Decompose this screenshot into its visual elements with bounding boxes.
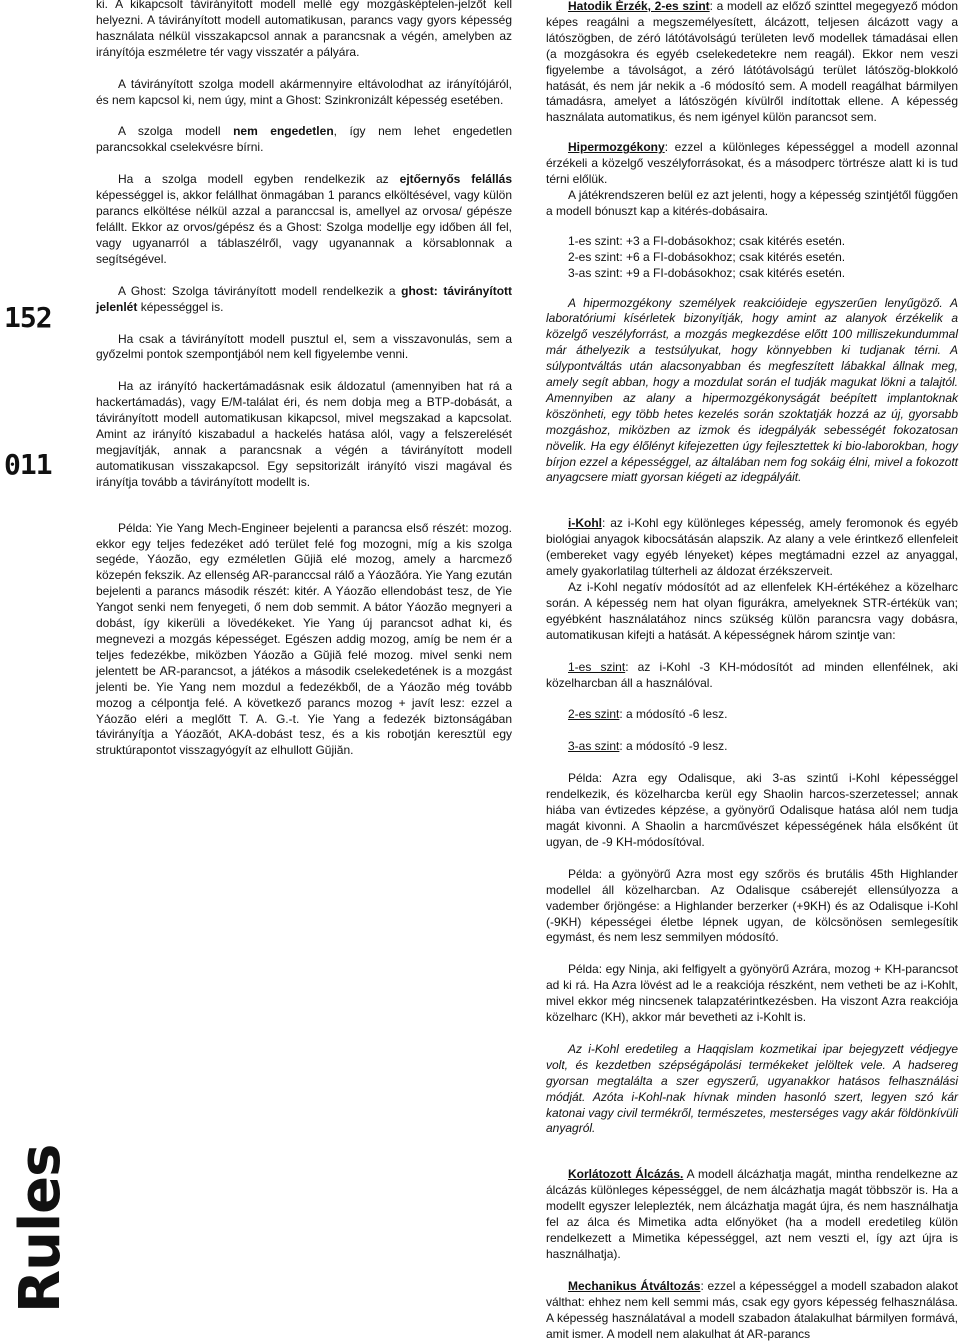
chapter-number: 011 [4, 448, 52, 481]
text-run: : az i-Kohl -3 KH-módosítót ad minden ellenfélnek, aki közelharcban áll a használóval. [546, 659, 958, 690]
skill-heading: Hatodik Érzék, 2-es szint [568, 0, 710, 13]
text-run: : ezzel a képességgel a modell szabadon alakot válthat: ehhez nem kell semmi más, csak egy gyors képesség felhasználása. A képesség használatával a modell szabadon átalakulhat bármilyen formává, amit ismer. A modell nem alakulhat át AR-parancs [546, 1278, 958, 1341]
paragraph [96, 124, 512, 156]
example-paragraph: Példa: egy Ninja, aki felfigyelt a gyönyörű Azrára, mozog + KH-parancsot ad ki rá. Ha Azra lövést ad le a reakciója részként, nem vetheti be az i-Kohlt, mivel ekkor még nincsenek talapzatérintkezésben. Ha viszont Azra reakciója közelharc (KH), akkor már bevetheti az i-Kohlt is. [546, 962, 958, 1025]
example-paragraph: Példa: a gyönyörű Azra most egy szőrös és brutális 45th Highlander modellel áll közelharcban. Az Odalisque csáberejét ellensúlyozza a vadember őrjöngése: a Highlander berzerker (+9KH) és az Odalisque i-Kohl (-9KH) képességei életbe lépnek ugyan, de kölcsönösen semlegesítik egymást, és nem lesz semmilyen módosító. [546, 866, 958, 945]
paragraph [546, 1167, 958, 1262]
skill-heading: Korlátozott Álcázás. [568, 1167, 684, 1182]
bold-term: ghost: távirányított jelenlét [96, 283, 513, 314]
level-label: 3-as szint [568, 739, 620, 754]
left-column [96, 0, 512, 759]
flavor-text: A hipermozgékony személyek reakcióideje egyszerűen lenyűgöző. A laboratóriumi kísérletek bizonyítják, hogy amint az alanyok érzékelik a közelgő veszélyforrást, a mozgás megkezdése előtt 100 milliszekundummal már áthelyezik a testsúlyukat, hogy könnyebben ki tudjanak térni. A súlypontváltás után alacsonyabban és megfeszített lábakkal állnak meg, amely segít abban, hogy a mozdulat során el tudják magukat lökni a talajtól. Amennyiben az alany a hipermozgékonyságát beépített implantoknak köszönheti, egy több hetes kezelés során szoktatják hozzá az új, gyorsabb mozgáshoz, miközben az izmok és idegpályák sebességét fokozatosan növelik. Ha egy élőlényt kifejezetten úgy fejlesztettek ki bio-laborokban, hogy bírjon ezzel a képességgel, az általában nem fog sokáig élni, mivel a fokozott anyagcsere miatt gyorsan kiégeti az idegpályáit. [546, 295, 958, 485]
paragraph: A távirányított szolga modell akármennyire eltávolodhat az irányítójáról, és nem kapcsol ki, nem úgy, mint a Ghost: Szinkronizált képesség esetében. [96, 76, 512, 107]
paragraph: A játékrendszeren belül ez azt jelenti, hogy a képesség szintjétől függően a modell bónuszt kap a kitérés-dobásaira. [546, 187, 958, 218]
text-run: képességgel is, akkor felállhat önmagában 1 parancs elköltésével, vagy külön parancs elköltése nélkül azzal a paranccsal is, amellyel az orvosa/ gépésze felállt. Ekkor az orvos/gépész és a Ghost: Szolga modellje egy időben áll fel, vagy ugyanarról a táblaszélről, vagy ugyanannak a körsablonnak a segítségével. [96, 188, 512, 266]
paragraph [546, 1279, 958, 1342]
text-run: : a módosító -6 lesz. [619, 707, 728, 722]
level-label: 2-es szint [568, 707, 620, 722]
text-run: : ezzel a különleges képességgel a modell azonnal érzékeli a közelgő veszélyforrásokat, és a másodperc törtrésze alatt ki is tud térni előlük. [546, 140, 958, 187]
level-line: 3-as szint: +9 a FI-dobásokhoz; csak kitérés esetén. [568, 265, 846, 280]
page-number: 152 [4, 301, 52, 334]
text-run: , így nem lehet engedetlen parancsokkal cselekvésre bírni. [96, 124, 512, 155]
paragraph: Ha csak a távirányított modell pusztul el, sem a visszavonulás, sem a győzelmi pontok szempontjából nem kell figyelembe venni. [96, 331, 512, 362]
bold-term: ejtőernyős felállás [399, 172, 512, 187]
level-line: 1-es szint: +3 a FI-dobásokhoz; csak kitérés esetén. [568, 233, 846, 248]
paragraph [96, 172, 512, 267]
text-run: : a módosító -9 lesz. [619, 739, 728, 754]
text-run: képességgel is. [137, 299, 224, 314]
paragraph [546, 140, 958, 188]
level-paragraph [546, 707, 958, 723]
paragraph: ki. A kikapcsolt távirányított modell mellé egy mozgásképtelen-jelzőt kell helyezni. A távirányított modell automatikusan, parancs vagy gyors képesség használata nélkül visszakapcsol annak a parancsnak a végén, amelyben az irányítója eszméletre tér vagy visszatér a pályára. [96, 0, 512, 59]
text-run: A Ghost: Szolga távirányított modell rendelkezik a [118, 283, 402, 298]
flavor-text: Az i-Kohl eredetileg a Haqqislam kozmetikai ipar bejegyzett védjegye volt, és kezdetben szépségápolási termékeket jelöltek vele. A hadsereg gyorsan megtalálta a szer egyszerű, ugyanakkor hatásos felhasználási módját. Azóta i-Kohl-nak hívnak minden hasonló szert, legyen szó kár katonai vagy civil termékről, természetes, mesterséges vagy akár földönkívüli anyagról. [546, 1041, 958, 1136]
sidebar [0, 0, 82, 1315]
level-paragraph [546, 660, 958, 692]
example-paragraph: Példa: Yie Yang Mech-Engineer bejelenti a parancsa első részét: mozog. ekkor egy teljes fedezéket adó terület felé fog mozogni, míg a kis szolga segéde, Yáozão, egy ezméletlen Gŭjiă elé mozog, amely a harcmező közepén fekszik. Az ellenség AR-paranccsal rálő a Yáozãóra. Yie Yang ezután bejelenti a parancs második részét: kitér. A Yáozão ellendobást tesz, de Yie Yangot senki nem fenyegeti, ő nem dob semmit. A bátor Yáozão megnyeri a dobást, így kikerüli a lövedékeket. Yie Yang új parancsot adhat ki, és megnevezi a mozgás képességet. Egészen addig mozog, amíg be nem ér a teljes fedezékbe, miközben Yáozão a Gŭjiă felé mozog. mivel senki nem jelentett be AR-parancsot, a játékos a második cselekedetének is a mozgást jelenti be. Yie Yang nem mozdul a fedezékből, de a Yáozão még tovább mozog a célpontja felé. A következő parancs mozog + javít lesz: ezzel a Yáozão eléri a meglőtt T. A. G.-t. Yie Yang a fedezék biztonságában távirányítja a Yáozãót, AKA-dobást tesz, és a kis robotján keresztül egy struktúrapontot visszagyógyít az elhullott Gŭjiăn. [96, 520, 512, 758]
text-run: : az i-Kohl egy különleges képesség, amely feromonok és egyéb biológiai anyagok kibocsátásán alapszik. Az alany a vele érintkező ellenfeleit (embereket vagy egyéb lényeket) képes megtámadni ezzel az anyaggal, amely gyakorlatilag túlterheli az áldozat érzékszerveit. [546, 516, 958, 579]
skill-heading: Hipermozgékony [568, 140, 665, 155]
paragraph [546, 0, 958, 126]
skill-heading: i-Kohl [568, 516, 602, 531]
text-run: A modell álcázhatja magát, mintha rendelkezne az álcázás különleges képességgel, de nem álcázhatja magát többször is. Ha a modellt egyszer leleplezték, nem álcázhatja magát újra, és nem használhatja fel az álca és Mimetika adta előnyöket (ha a modell eredetileg külön rendelkezett a Mimetika képességgel, azt nem veszti el, így azt újra is használhatja). [546, 1167, 958, 1261]
skill-heading: Mechanikus Átváltozás [568, 1278, 701, 1293]
level-line: 2-es szint: +6 a FI-dobásokhoz; csak kitérés esetén. [568, 249, 846, 264]
paragraph [96, 284, 512, 316]
section-label: Rules [8, 1144, 73, 1313]
text-run: : a modell az előző szinttel megegyező módon képes reagálni a megszemélyesített, álcázott, teljesen álcázott vagy a látószögben, de zéró látótávolságú területen levő modellek támadásai ellen (a mozgásokra és egyéb cselekedetekre nem reagál). Ekkor nem veszi figyelembe a távolságot, a zéró látótávolságú terület látószög-blokkoló hatását, és nem jár nekik a -6 módosító sem. A modell reagálhat bármilyen támadásra, amelyet a látószögén kívülről indítottak ellene. A képesség használata automatikus, és nem igényel külön parancsot sem. [546, 0, 958, 125]
text-run: Ha a szolga modell egyben rendelkezik az [118, 172, 400, 187]
paragraph: Ha az irányító hackertámadásnak esik áldozatul (amennyiben hat rá a hackertámadás), vagy E/M-találat éri, és nem dobja meg a BTP-dobását, a távirányított modell automatikusan kikapcsol, mivel megszakad a kapcsolat. Amint az irányító kiszabadul a hackelés hatása alól, vagy a felszerelését megjavítják, annak a parancsnak a végén a távirányított modell automatikusan visszakapcsol. Egy sepsitorizált irányító viszi magával és irányítja tovább a távirányított modellt is. [96, 379, 512, 489]
level-paragraph [546, 739, 958, 755]
example-paragraph: Példa: Azra egy Odalisque, aki 3-as szintű i-Kohl képességgel rendelkezik, és közelharcba kerül egy Shaolin harcos-szerzetessel; annak hiába van évtizedes képzése, a gyönyörű Odalisque hatása alól nem tudja magát kivonni. A Shaolin a harcművészet képességének hála elsőként üt ugyan, de -9 KH-módosítóval. [546, 771, 958, 849]
level-label: 1-es szint [568, 659, 626, 674]
paragraph: Az i-Kohl negatív módosítót ad az ellenfelek KH-értékéhez a közelharc során. A képesség nem hat olyan figurákra, amelyeknek STR-értékük van; egyébként használatához nincs szükség külön parancsra vagy dobásra, automatikusan kifejti a hatását. A képességnek három szintje van: [546, 580, 958, 642]
bold-term: nem engedetlen [233, 124, 334, 139]
text-run: A szolga modell [118, 124, 234, 139]
paragraph [546, 516, 958, 580]
right-column [546, 0, 958, 1342]
